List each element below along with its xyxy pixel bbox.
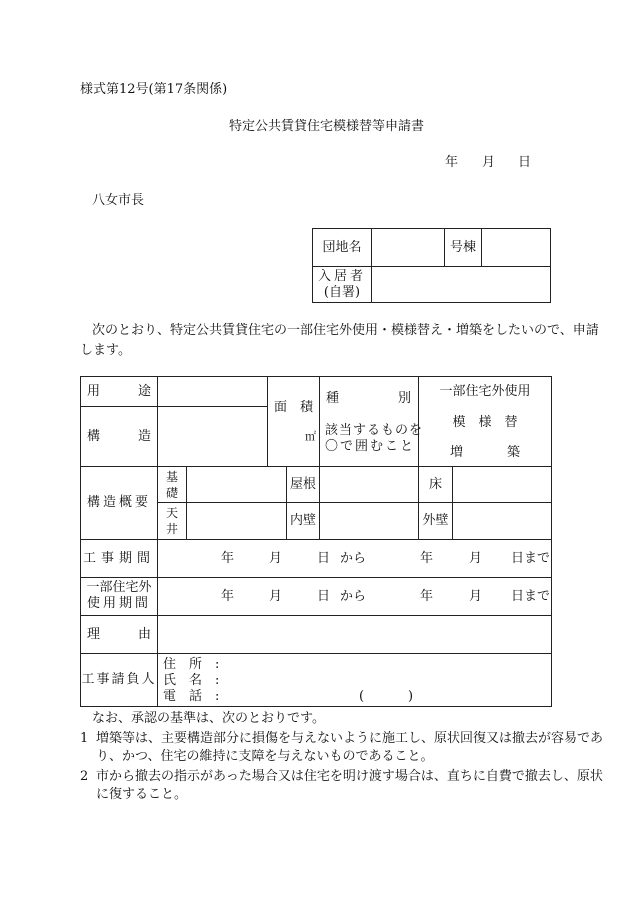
menseki-unit: ㎡ [305, 430, 316, 443]
note-2-number: 2 [80, 769, 89, 784]
date-month: 月 [482, 155, 496, 170]
intro-line-1: 次のとおり、特定公共賃貸住宅の一部住宅外使用・模様替え・増築をしたいので、申請 [92, 323, 599, 338]
paren-open: ( [359, 689, 365, 704]
riyu-field[interactable] [158, 616, 551, 653]
gotou-label: 号棟 [449, 239, 476, 255]
riyu-label: 理 由 [87, 626, 151, 642]
nyukyo-signature-field[interactable] [372, 267, 550, 302]
note-1-number: 1 [80, 731, 89, 746]
gotou-field[interactable] [482, 229, 550, 266]
danchi-label: 団地名 [322, 239, 362, 255]
yoto-field[interactable] [158, 377, 266, 406]
shimei-label: 氏 名 : [163, 673, 220, 688]
kozo-label: 構 造 [87, 428, 151, 444]
option-moyogae[interactable]: 模 様 替 [452, 415, 518, 430]
paren-close: ) [408, 689, 414, 704]
menseki-label: 面 積 [273, 400, 313, 415]
kiso-field[interactable] [187, 467, 286, 502]
yuka-field[interactable] [453, 467, 551, 502]
kozo-gaiyo-label: 構造概要 [86, 495, 151, 510]
yoto-label: 用 途 [87, 383, 151, 399]
note-1-line-2: り、かつ、住宅の維持に支障を与えないものであること。 [96, 749, 434, 764]
option-ichibu[interactable]: 一部住宅外使用 [439, 384, 531, 399]
form-title: 特定公共賃貸住宅模様替等申請書 [229, 119, 425, 134]
koji-kikan-label: 工事期間 [82, 550, 155, 566]
shubetsu-label: 種 別 [326, 391, 411, 406]
option-zochiku[interactable]: 増 築 [450, 445, 520, 460]
kozo-field[interactable] [158, 407, 266, 466]
applicant-box [312, 228, 551, 303]
ukeoi-field[interactable] [158, 654, 551, 706]
yane-label: 屋根 [289, 476, 316, 492]
ukeoi-label: 工事請負人 [81, 672, 157, 687]
nyukyo-label: 入居者 [317, 269, 366, 284]
yuka-label: 床 [428, 476, 442, 492]
tenjo-label: 天 井 [165, 506, 178, 536]
naiheki-field[interactable] [320, 503, 418, 539]
form-number: 様式第12号(第17条関係) [80, 82, 228, 97]
koji-kikan-field[interactable]: 年 月 日 から 年 月 日まで [221, 551, 551, 566]
nyukyo-label-cell [313, 267, 371, 302]
gaiheki-label: 外壁 [422, 513, 449, 528]
intro-line-2: します。 [80, 343, 131, 358]
gaiheki-field[interactable] [453, 503, 551, 539]
naiheki-label: 内壁 [289, 513, 316, 528]
ichibu-kikan-field[interactable]: 年 月 日 から 年 月 日まで [221, 589, 551, 604]
yane-field[interactable] [320, 467, 418, 502]
date-year: 年 [445, 155, 459, 170]
ichibu-kikan-label: 一部住宅外 使用期間 [86, 580, 152, 611]
addressee: 八女市長 [92, 193, 145, 208]
tenjo-field[interactable] [187, 503, 286, 539]
note-2-line-1: 市から撤去の指示があった場合又は住宅を明け渡す場合は、直ちに自費で撤去し、原状 [96, 769, 603, 784]
danchi-field[interactable] [372, 229, 443, 266]
denwa-label: 電 話 : [163, 689, 220, 704]
jisho-label: (自署) [323, 285, 361, 300]
gaito-text: 該当するものを [325, 423, 424, 438]
jusho-label: 住 所 : [163, 657, 220, 672]
main-table [80, 376, 552, 707]
notes-intro: なお、承認の基準は、次のとおりです。 [92, 711, 325, 726]
date-day: 日 [518, 155, 532, 170]
kiso-label: 基 礎 [165, 470, 178, 500]
note-1-line-1: 増築等は、主要構造部分に損傷を与えないように施工し、原状回復又は撤去が容易であ [96, 731, 604, 746]
note-2-line-2: に復すること。 [96, 787, 188, 802]
kakomu-text: 〇で囲むこと [325, 439, 416, 454]
